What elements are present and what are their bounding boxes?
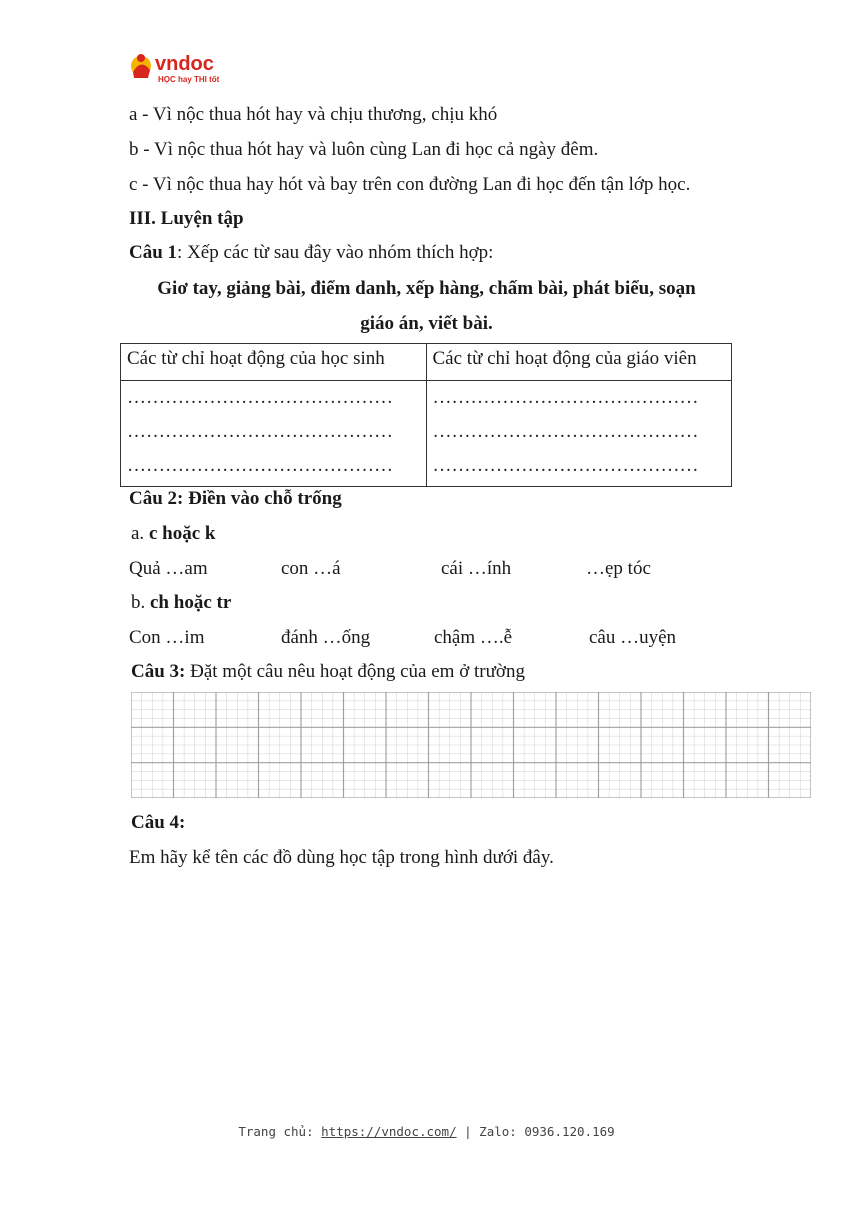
q3-prompt	[131, 661, 525, 683]
q2a-prefix: a.	[131, 523, 149, 544]
q2b-prompt	[131, 592, 231, 614]
classification-table	[120, 343, 732, 487]
q2a-item: Quả …am	[129, 558, 208, 579]
footer-contact: | Zalo: 0936.120.169	[456, 1124, 615, 1139]
svg-text:HỌC hay THI tốt: HỌC hay THI tốt	[158, 75, 220, 84]
page-footer	[0, 1124, 853, 1139]
q2b-item: Con …im	[129, 627, 205, 648]
q1-prompt	[129, 242, 493, 264]
option-b: b - Vì nộc thua hót hay và luôn cùng Lan đi học cả ngày đêm.	[129, 139, 599, 160]
q2b-item: đánh …ống	[281, 627, 371, 648]
option-a: a - Vì nộc thua hót hay và chịu thương, chịu khó	[129, 104, 498, 125]
q1-words-line1: Giơ tay, giảng bài, điểm danh, xếp hàng, chấm bài, phát biểu, soạn	[157, 278, 696, 299]
col2-answer-area	[426, 381, 732, 487]
answer-dots: ……………………………………	[127, 421, 393, 442]
col2-header: Các từ chỉ hoạt động của giáo viên	[426, 344, 732, 381]
q1-label: Câu 1	[129, 242, 178, 263]
vndoc-logo-graphic	[128, 46, 248, 86]
svg-text:vndoc: vndoc	[155, 53, 214, 75]
footer-link[interactable]: https://vndoc.com/	[321, 1124, 457, 1139]
vndoc-logo	[128, 46, 248, 86]
q3-label: Câu 3:	[131, 661, 186, 682]
q2a-item: con …á	[281, 558, 341, 579]
option-c: c - Vì nộc thua hay hót và bay trên con đường Lan đi học đến tận lớp học.	[129, 174, 691, 195]
col1-answer-area	[121, 381, 427, 487]
q2a-prompt	[131, 523, 215, 545]
q2a-item: cái …ính	[441, 558, 512, 579]
q2b-label: ch hoặc tr	[150, 592, 232, 613]
q2a-label: c hoặc k	[148, 523, 216, 544]
q2b-prefix: b.	[131, 592, 150, 613]
q4-label: Câu 4:	[131, 812, 186, 833]
answer-dots: ……………………………………	[432, 455, 699, 476]
q2b-item: câu …uyện	[589, 627, 677, 648]
q1-words-line2: giáo án, viết bài.	[360, 313, 493, 334]
writing-grid-lines	[131, 692, 811, 798]
writing-grid	[131, 692, 811, 798]
q1-text: : Xếp các từ sau đây vào nhóm thích hợp:	[177, 242, 494, 263]
q2a-item: …ẹp tóc	[586, 558, 651, 579]
answer-dots: ……………………………………	[432, 387, 699, 408]
section-title: III. Luyện tập	[129, 208, 244, 229]
q2b-item: chậm ….ễ	[434, 627, 513, 648]
q4-text: Em hãy kể tên các đồ dùng học tập trong hình dưới đây.	[129, 847, 554, 868]
answer-dots: ……………………………………	[127, 387, 393, 408]
q3-text: Đặt một câu nêu hoạt động của em ở trường	[185, 661, 525, 682]
answer-dots: ……………………………………	[127, 455, 393, 476]
footer-prefix: Trang chủ:	[238, 1124, 322, 1139]
q2-title: Câu 2: Điền vào chỗ trống	[129, 488, 342, 509]
col1-header: Các từ chỉ hoạt động của học sinh	[121, 344, 427, 381]
answer-dots: ……………………………………	[432, 421, 699, 442]
